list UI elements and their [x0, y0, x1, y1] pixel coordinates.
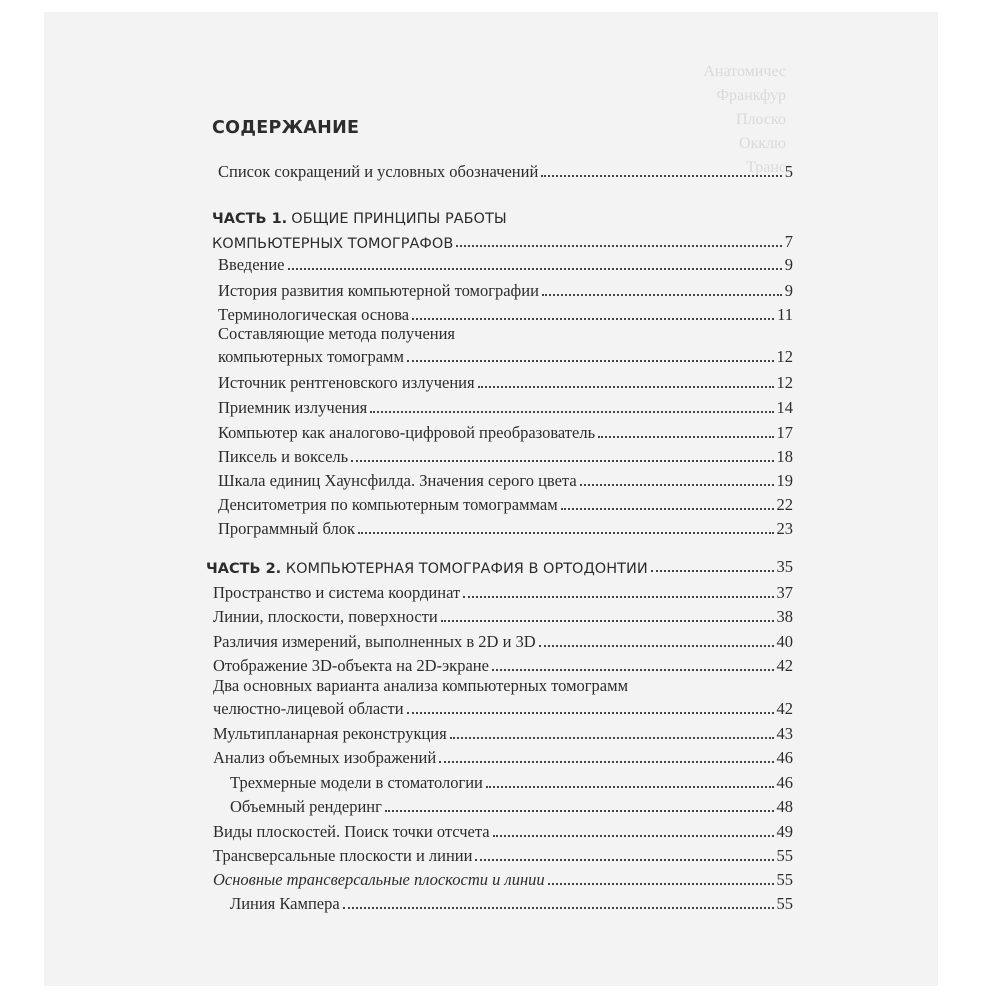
- toc-entry: [218, 419, 793, 443]
- leader-dots: [288, 267, 782, 270]
- ghost-line: Анатомичес: [703, 63, 786, 80]
- toc-entry-page: 40: [776, 632, 793, 651]
- toc-entry-page: 19: [776, 471, 793, 490]
- toc-entry-page: 9: [784, 281, 793, 300]
- leader-dots: [407, 359, 774, 362]
- toc-entry: [213, 695, 793, 719]
- toc-entry-text: Анализ объемных изображений: [213, 748, 437, 767]
- toc-entry-page: 12: [776, 373, 793, 392]
- toc-entry-page: 55: [776, 894, 793, 913]
- toc-entry-page: 46: [776, 773, 793, 792]
- toc-entry-text: Приемник излучения: [218, 398, 368, 417]
- toc-entry-text: Источник рентгеновского излучения: [218, 373, 475, 392]
- toc-entry-page: 18: [776, 447, 793, 466]
- toc-entry-text: Основные трансверсальные плоскости и линии: [213, 870, 545, 889]
- toc-entry-page: 14: [776, 398, 793, 417]
- toc-entry-text: компьютерных томограмм: [218, 347, 404, 366]
- leader-dots: [351, 459, 773, 462]
- leader-dots: [580, 483, 774, 486]
- leader-dots: [370, 410, 773, 413]
- toc-entry: [218, 369, 793, 393]
- ghost-line: Плоско: [736, 111, 786, 128]
- toc-entry: [218, 515, 793, 539]
- ghost-line: Окклю: [738, 135, 786, 152]
- toc-entry: [218, 343, 793, 367]
- toc-entry-text: Пиксель и воксель: [218, 447, 349, 466]
- part-title: ОБЩИЕ ПРИНЦИПЫ РАБОТЫ: [291, 211, 507, 227]
- leader-dots: [548, 882, 774, 885]
- toc-entry-text: Объемный рендеринг: [230, 797, 382, 816]
- page-title: СОДЕРЖАНИЕ: [212, 118, 360, 138]
- toc-entry-page: 55: [776, 870, 793, 889]
- toc-entry-text: История развития компьютерной томографии: [218, 281, 539, 300]
- leader-dots: [412, 317, 774, 320]
- toc-entry-text: Трехмерные модели в стоматологии: [230, 773, 483, 792]
- toc-entry-text: Компьютер как аналогово-цифровой преобразователь: [218, 423, 596, 442]
- toc-entry: [218, 467, 793, 491]
- toc-entry-page: 42: [776, 699, 793, 718]
- leader-dots: [358, 531, 774, 534]
- toc-entry-page: 48: [776, 797, 793, 816]
- toc-entry: [213, 603, 793, 627]
- part-1-title-line1: [212, 208, 507, 230]
- leader-dots: [598, 435, 773, 438]
- toc-entry: [218, 491, 793, 515]
- toc-entry: [218, 394, 793, 418]
- leader-dots: [441, 619, 774, 622]
- part-label: ЧАСТЬ 2.: [206, 561, 282, 577]
- toc-entry-text: Список сокращений и условных обозначений: [218, 162, 539, 181]
- toc-entry-text: челюстно-лицевой области: [213, 699, 404, 718]
- toc-subentry: [230, 769, 793, 793]
- toc-entry: [213, 628, 793, 652]
- leader-dots: [439, 760, 773, 763]
- part-label: ЧАСТЬ 1.: [212, 211, 288, 227]
- toc-entry: [213, 744, 793, 768]
- leader-dots: [450, 736, 774, 739]
- toc-entry-page: 5: [784, 162, 793, 181]
- toc-entry-text: Введение: [218, 255, 285, 274]
- toc-entry-page: 23: [776, 519, 793, 538]
- toc-entry-line1: Два основных варианта анализа компьютерных томограмм: [213, 676, 629, 695]
- toc-entry-page: 7: [784, 232, 793, 251]
- leader-dots: [541, 174, 781, 177]
- toc-entry: [218, 301, 793, 325]
- leader-dots: [561, 507, 774, 510]
- toc-entry-text: Денситометрия по компьютерным томограммам: [218, 495, 558, 514]
- toc-entry-page: 35: [776, 557, 793, 576]
- part-2-title: [206, 553, 793, 577]
- toc-entry-text: Линия Кампера: [230, 894, 340, 913]
- leader-dots: [539, 644, 774, 647]
- toc-subentry: [230, 793, 793, 817]
- toc-entry-text: Отображение 3D-объекта на 2D-экране: [213, 656, 489, 675]
- toc-entry-text: Виды плоскостей. Поиск точки отсчета: [213, 822, 490, 841]
- toc-entry: [213, 579, 793, 603]
- toc-entry-page: 17: [776, 423, 793, 442]
- toc-entry-abbreviations: [218, 158, 793, 182]
- toc-entry: [213, 720, 793, 744]
- leader-dots: [492, 668, 774, 671]
- toc-entry-page: 12: [776, 347, 793, 366]
- toc-entry: [213, 842, 793, 866]
- part-title: КОМПЬЮТЕРНЫХ ТОМОГРАФОВ: [212, 236, 454, 252]
- leader-dots: [343, 906, 774, 909]
- part-2-title-text: [206, 561, 648, 577]
- part-title: КОМПЬЮТЕРНАЯ ТОМОГРАФИЯ В ОРТОДОНТИИ: [285, 561, 648, 577]
- toc-entry-text: Трансверсальные плоскости и линии: [213, 846, 473, 865]
- toc-entry: [213, 652, 793, 676]
- toc-entry: [213, 818, 793, 842]
- leader-dots: [493, 834, 774, 837]
- toc-entry-page: 38: [776, 607, 793, 626]
- toc-entry-page: 43: [776, 724, 793, 743]
- leader-dots: [463, 595, 773, 598]
- toc-entry-text: Различия измерений, выполненных в 2D и 3D: [213, 632, 536, 651]
- leader-dots: [486, 785, 774, 788]
- toc-entry-page: 9: [784, 255, 793, 274]
- toc-entry: [218, 443, 793, 467]
- leader-dots: [475, 858, 773, 861]
- ghost-line: Франкфур: [716, 87, 786, 104]
- toc-entry: [218, 251, 793, 275]
- toc-entry-italic: [213, 866, 793, 890]
- toc-entry-text: Шкала единиц Хаунсфилда. Значения серого цвета: [218, 471, 577, 490]
- leader-dots: [407, 711, 774, 714]
- toc-entry-page: 22: [776, 495, 793, 514]
- toc-entry: [218, 277, 793, 301]
- toc-entry-page: 42: [776, 656, 793, 675]
- toc-entry-text: Программный блок: [218, 519, 355, 538]
- toc-entry-page: 49: [776, 822, 793, 841]
- toc-entry-text: Пространство и система координат: [213, 583, 461, 602]
- toc-entry-text: Линии, плоскости, поверхности: [213, 607, 438, 626]
- leader-dots: [385, 809, 774, 812]
- toc-entry-text: Мультипланарная реконструкция: [213, 724, 447, 743]
- leader-dots: [478, 385, 774, 388]
- toc-entry-text: Терминологическая основа: [218, 305, 410, 324]
- leader-dots: [456, 244, 781, 247]
- toc-entry-page: 37: [776, 583, 793, 602]
- toc-entry-page: 11: [777, 305, 793, 324]
- part-1-title-line2: [212, 228, 793, 252]
- leader-dots: [651, 569, 774, 572]
- toc-entry-page: 55: [776, 846, 793, 865]
- ghost-line: Транс: [746, 159, 786, 176]
- toc-entry-line1: Составляющие метода получения: [218, 324, 456, 343]
- toc-entry-page: 46: [776, 748, 793, 767]
- leader-dots: [542, 293, 782, 296]
- toc-subentry: [230, 890, 793, 914]
